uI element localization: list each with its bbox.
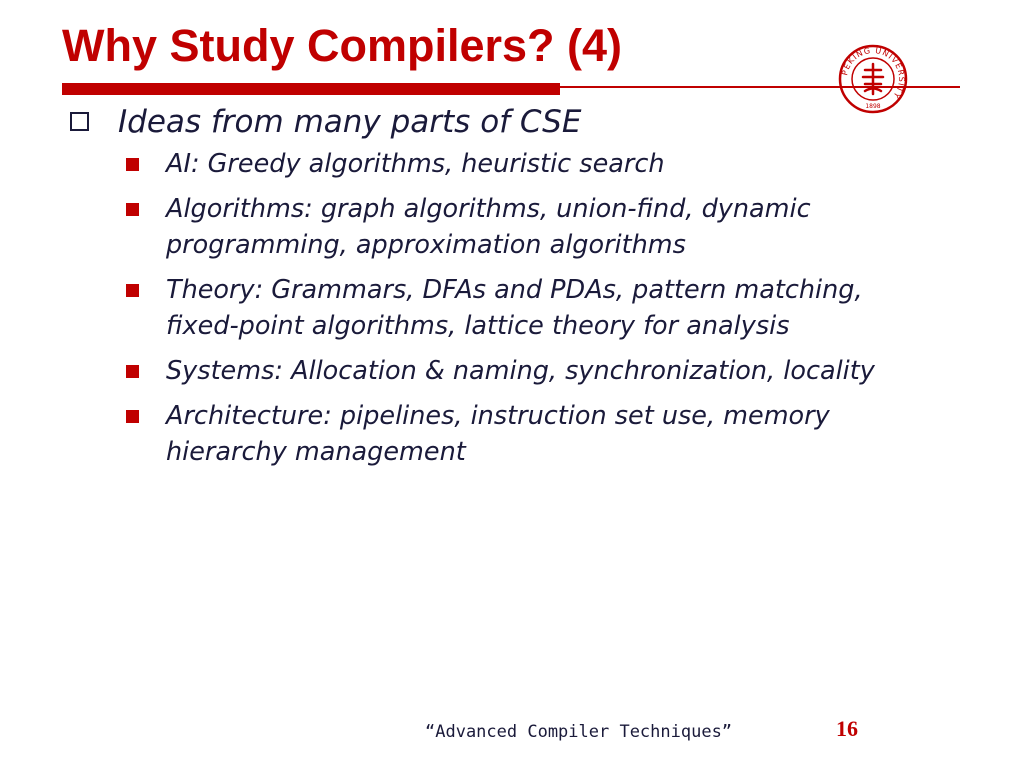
bullet-heading-text: Ideas from many parts of CSE: [118, 104, 582, 140]
sub-bullet-list: [70, 146, 970, 470]
sub-bullet-text: Algorithms: graph algorithms, union-find, dynamic programming, approximation algorithms: [166, 194, 811, 260]
sub-bullet-ai: [70, 146, 940, 182]
sub-bullet-text: Systems: Allocation & naming, synchronization, locality: [166, 356, 875, 386]
title-underline: [62, 83, 560, 95]
page-number: 16: [836, 716, 858, 741]
hollow-square-bullet-icon: [70, 112, 89, 131]
sub-bullet-text: AI: Greedy algorithms, heuristic search: [166, 149, 665, 179]
seal-text: PEKING UNIVERSITY: [840, 45, 907, 101]
sub-bullet-text: Theory: Grammars, DFAs and PDAs, pattern matching, fixed-point algorithms, lattice theory for analysis: [166, 275, 863, 341]
filled-square-bullet-icon: [126, 410, 139, 423]
slide-body: [70, 100, 970, 479]
filled-square-bullet-icon: [126, 365, 139, 378]
sub-bullet-systems: [70, 353, 940, 389]
sub-bullet-text: Architecture: pipelines, instruction set use, memory hierarchy management: [166, 401, 830, 467]
sub-bullet-theory: [70, 272, 940, 344]
slide-title: Why Study Compilers? (4): [62, 20, 623, 71]
footer-course-title: “Advanced Compiler Techniques”: [425, 722, 733, 742]
sub-bullet-algorithms: [70, 191, 940, 263]
filled-square-bullet-icon: [126, 284, 139, 297]
seal-year: 1898: [865, 103, 881, 110]
sub-bullet-architecture: [70, 398, 940, 470]
filled-square-bullet-icon: [126, 158, 139, 171]
bullet-level1: [70, 100, 970, 144]
filled-square-bullet-icon: [126, 203, 139, 216]
